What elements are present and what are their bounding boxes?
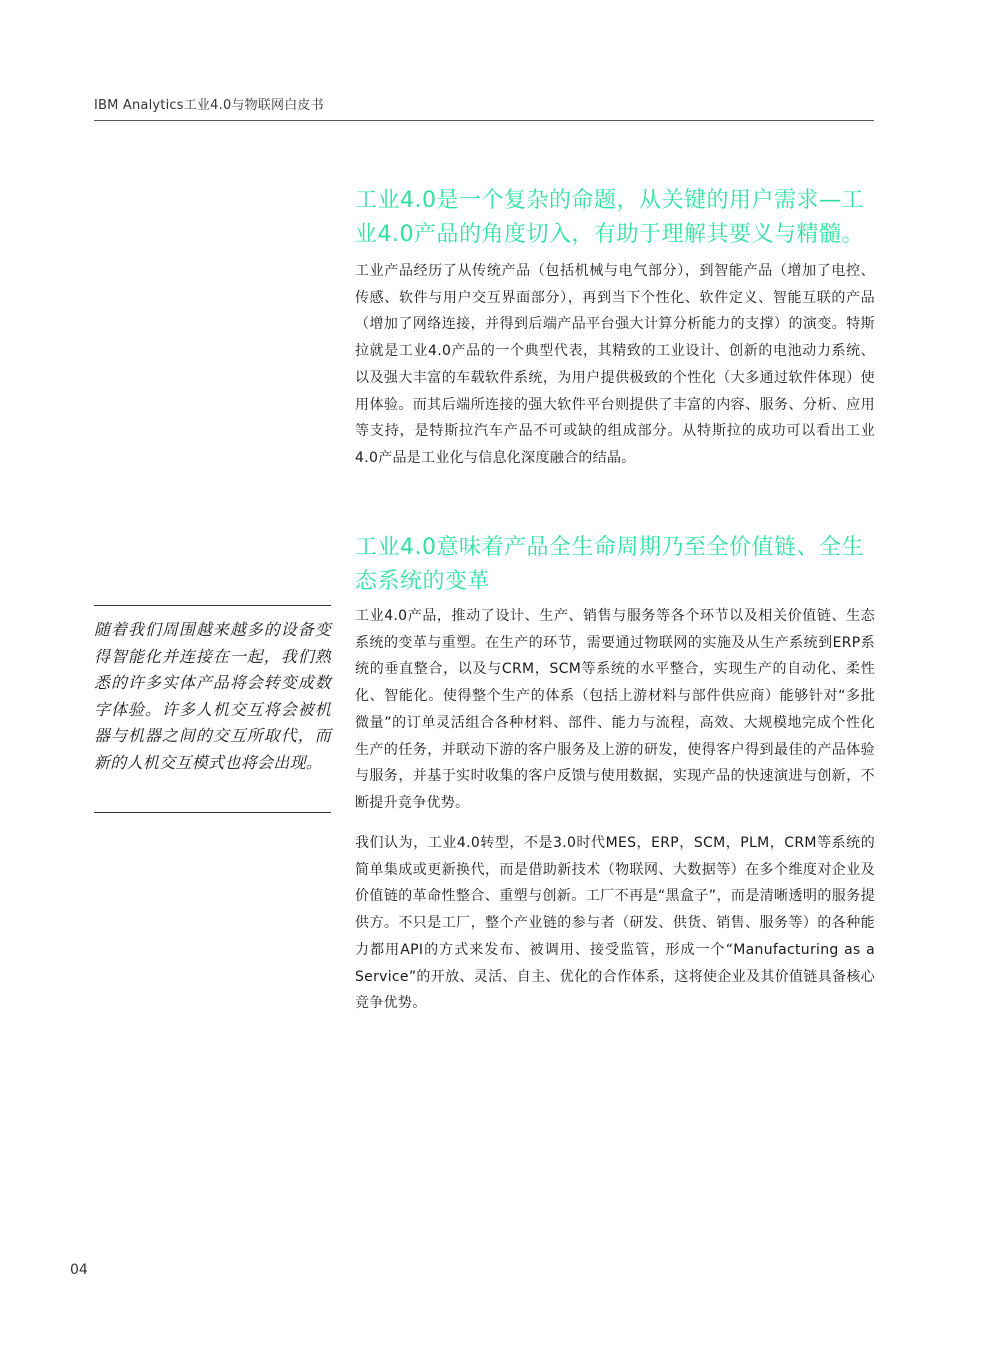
section-2-paragraph-2: 我们认为，工业4.0转型，不是3.0时代MES，ERP，SCM，PLM，CRM等系统的简单集成或更新换代，而是借助新技术（物联网、大数据等）在多个维度对企业及价值链的革命性整合、重塑与创新。工厂不再是“黑盒子”，而是清晰透明的服务提供方。不只是工厂，整个产业链的参与者（研发、供货、销售、服务等）的各种能力都用API的方式来发布、被调用、接受监管，形成一个“Manufacturing as a Service”的开放、灵活、自主、优化的合作体系，这将使企业及其价值链具备核心竞争优势。 [355,835,875,1012]
page-number: 04 [70,1262,88,1278]
section-1-heading: 工业4.0是一个复杂的命题，从关键的用户需求—工业4.0产品的角度切入，有助于理解其要义与精髓。 [355,188,864,247]
section-2-paragraph-1: 工业4.0产品，推动了设计、生产、销售与服务等各个环节以及相关价值链、生态系统的变革与重塑。在生产的环节，需要通过物联网的实施及从生产系统到ERP系统的垂直整合，以及与CRM，SCM等系统的水平整合，实现生产的自动化、柔性化、智能化。使得整个生产的体系（包括上游材料与部件供应商）能够针对“多批微量”的订单灵活组合各种材料、部件、能力与流程，高效、大规模地完成个性化生产的任务，并联动下游的客户服务及上游的研发，使得客户得到最佳的产品体验与服务，并基于实时收集的客户反馈与使用数据，实现产品的快速演进与创新，不断提升竞争优势。 [355,608,875,811]
pull-quote-bottom-rule [94,812,331,813]
section-2-heading: 工业4.0意味着产品全生命周期乃至全价值链、全生态系统的变革 [355,535,864,594]
document-header-title: IBM Analytics工业4.0与物联网白皮书 [94,98,324,113]
header-divider [94,120,874,121]
pull-quote-top-rule [94,605,331,606]
pull-quote: 随着我们周围越来越多的设备变得智能化并连接在一起，我们熟悉的许多实体产品将会转变成数字体验。许多人机交互将会被机器与机器之间的交互所取代，而新的人机交互模式也将会出现。 [94,620,331,772]
section-1-paragraph-1: 工业产品经历了从传统产品（包括机械与电气部分），到智能产品（增加了电控、传感、软件与用户交互界面部分），再到当下个性化、软件定义、智能互联的产品（增加了网络连接，并得到后端产品平台强大计算分析能力的支撑）的演变。特斯拉就是工业4.0产品的一个典型代表，其精致的工业设计、创新的电池动力系统、以及强大丰富的车载软件系统，为用户提供极致的个性化（大多通过软件体现）使用体验。而其后端所连接的强大软件平台则提供了丰富的内容、服务、分析、应用等支持，是特斯拉汽车产品不可或缺的组成部分。从特斯拉的成功可以看出工业4.0产品是工业化与信息化深度融合的结晶。 [355,263,875,466]
